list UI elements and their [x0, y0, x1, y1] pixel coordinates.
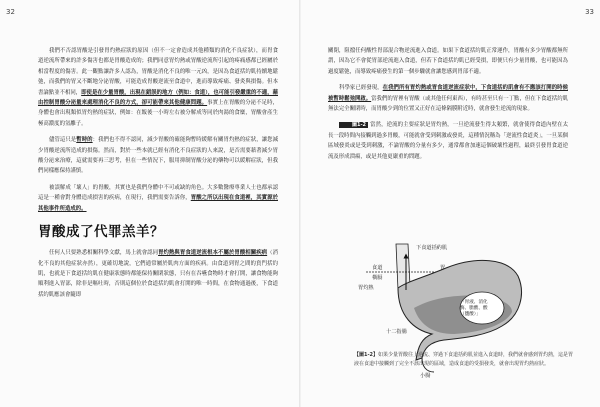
highlight-text: 暫時的	[76, 137, 93, 144]
paragraph-text: 當我們的胃裡有胃酸（或其他任何東西），有時甚至只有一丁點，但在下食道括約肌無法完全關閉時，而胃酸少到的位置又正好在這條隔膜附近時，就會發生逆流的現象。	[328, 95, 568, 113]
highlight-text: 胃酸之所以出現在食道裡，其實源於其他事件所造成的。	[38, 195, 278, 212]
page-number-right: 33	[585, 8, 594, 16]
page-gutter	[299, 0, 301, 407]
paragraph-text: 當然，逆流的主要症狀是胃灼熱，一旦逆流發生得太頻繁，就會使得食道內壁在太長一段時間內接觸到過多胃酸，可能就會受到刺激或發炎，這種情況稱為「逆流性食道炎」，一旦某個區域發炎或是受到刺激，不論胃酸的分量有多少，通常都會加速這個破壞性過程，最終引發胃食道逆流及形成潰瘍，或是其他更嚴重的問題。	[328, 122, 568, 160]
paragraph	[38, 135, 278, 177]
label-stomach-contents: 「胃液、消化酶、膽酸、酸（鹽酸）」	[460, 300, 488, 317]
label-stomach: 胃	[440, 265, 446, 271]
paragraph	[38, 46, 278, 129]
highlight-text: 即使是在少量胃酸，出現在錯誤的地方（例如：食道），也可能引發嚴重的不適，藉由控制胃酸分泌量來處理消化不良的方式，卻可能帶來其他健康問題。	[38, 89, 278, 107]
figure-title: 下食道括約肌	[416, 245, 448, 251]
highlight-text: 胃灼熱與胃食道逆流根本不屬於胃酸相關疾病	[158, 250, 268, 257]
paragraph	[328, 83, 568, 114]
paragraph-text: 被誤解成「壞人」的胃酸，其實也是我們身體中不可或缺的角色。大多數醫療專業人士也都承認這是一種會對身體造成損害的疾病，在現行，我們需要告訴你，	[38, 184, 278, 202]
caption-badge: 【圖1-2】	[354, 352, 379, 358]
paragraph	[38, 248, 278, 300]
label-duodenum: 十二指腸	[386, 329, 407, 335]
section-heading: 胃酸成了代罪羔羊？	[38, 224, 164, 241]
paragraph	[328, 120, 568, 162]
left-page	[38, 46, 278, 306]
paragraph-text: 任何人只要熟悉相關科學文獻，馬上就會認同	[49, 250, 159, 257]
paragraph	[38, 183, 278, 214]
figure-caption	[354, 351, 574, 368]
paragraph-text: 事實上在胃酸的分泌不足時，身體也會出現類似胃灼熱的症狀，例如：在飯後一小時左右被分解成等同於肉湯的食糜，胃酸會產生極高濃度的氫離子。	[38, 100, 278, 127]
highlight-text: 在我們所有胃灼熱或胃食道逆流症狀中，下食道括約肌會有不應該打開的時候被暫時鬆弛開啟。	[328, 85, 568, 102]
label-diaphragm: 橫膈	[372, 275, 383, 281]
page-number-left: 32	[6, 8, 15, 16]
paragraph-text: （消化不良的其他症狀亦然），更確切地說，它們通常屬於肌肉方面的疾病。由食道到胃之間的賁門括約肌，也就是下食道括約肌在健康狀態時都能保持關閉狀態，只有在吞嚥食物時才會打開，讓食物能夠順利進入胃部，除非是嘔吐時，否則這個位於食道括約肌會打開的唯一時間，在食物通過後，下食道括約肌應該會隨即	[38, 250, 278, 298]
right-page	[328, 46, 568, 168]
label-small-intestine: 小腸	[420, 373, 431, 379]
label-heartburn: 胃灼熱	[358, 285, 374, 291]
paragraph-text: 我們不否認胃酸是引發胃灼熱症狀的原因（但不一定會造成其他種類的消化不良症狀），而胃食道逆流所帶來的許多傷害也都是胃酸造成的；我們同意胃灼熱或胃酸逆流所引起的疼痛感都已經屬於相當程度的傷害。此一觀點讓許多人認為，胃酸是消化不良的唯一元凶，是因為食道括約肌持續地鬆弛，而我們的胃又不斷地分泌胃酸，可能造成胃酸逆流至食道中，進而導致疼痛、發炎與損傷。但本書論點並不相同，	[38, 48, 278, 96]
caption-text: 如果少量胃酸往上逆流、穿過下食道括約肌並進入食道時，我們就會感到胃灼熱，這是胃液在食道中接觸到了完全不該出現的區域，造成食道的受損發炎，就會出現胃灼熱症狀。	[354, 352, 574, 367]
paragraph-text: 儘管這只是	[49, 137, 77, 144]
figure-reference-badge: 圖1-2	[339, 122, 368, 128]
paragraph-text: ：我們也不得不認同，減少胃酸的確能夠暫時緩解有關胃灼熱的症狀，讓您減少胃酸逆流所造成的損傷。然而，對於一些本就已經有消化不良症狀的人來說，是否需要藉著減少胃酸分泌來治療，這就需要再三思考，但在一些情況下，服用抑制胃酸分泌的藥物可以緩解症狀，但我們同樣應保持謹慎。	[38, 137, 278, 175]
label-esophagus: 食道	[372, 265, 383, 271]
paragraph: 關閉，阻擋任何酸性胃部混合物逆流進入食道。如果下食道括約肌正常運作，胃酸有多少胃酸都無所謂，因為它不會從胃部逆流進入食道，但若下食道括約肌已經受損，即便只有少量胃酸，也可能因為過度鬆弛，而導致疼痛發生的第一個步驟就會讓您感到胃部不適。	[328, 48, 568, 75]
paragraph-text: 科學家已經發現，	[339, 85, 383, 92]
